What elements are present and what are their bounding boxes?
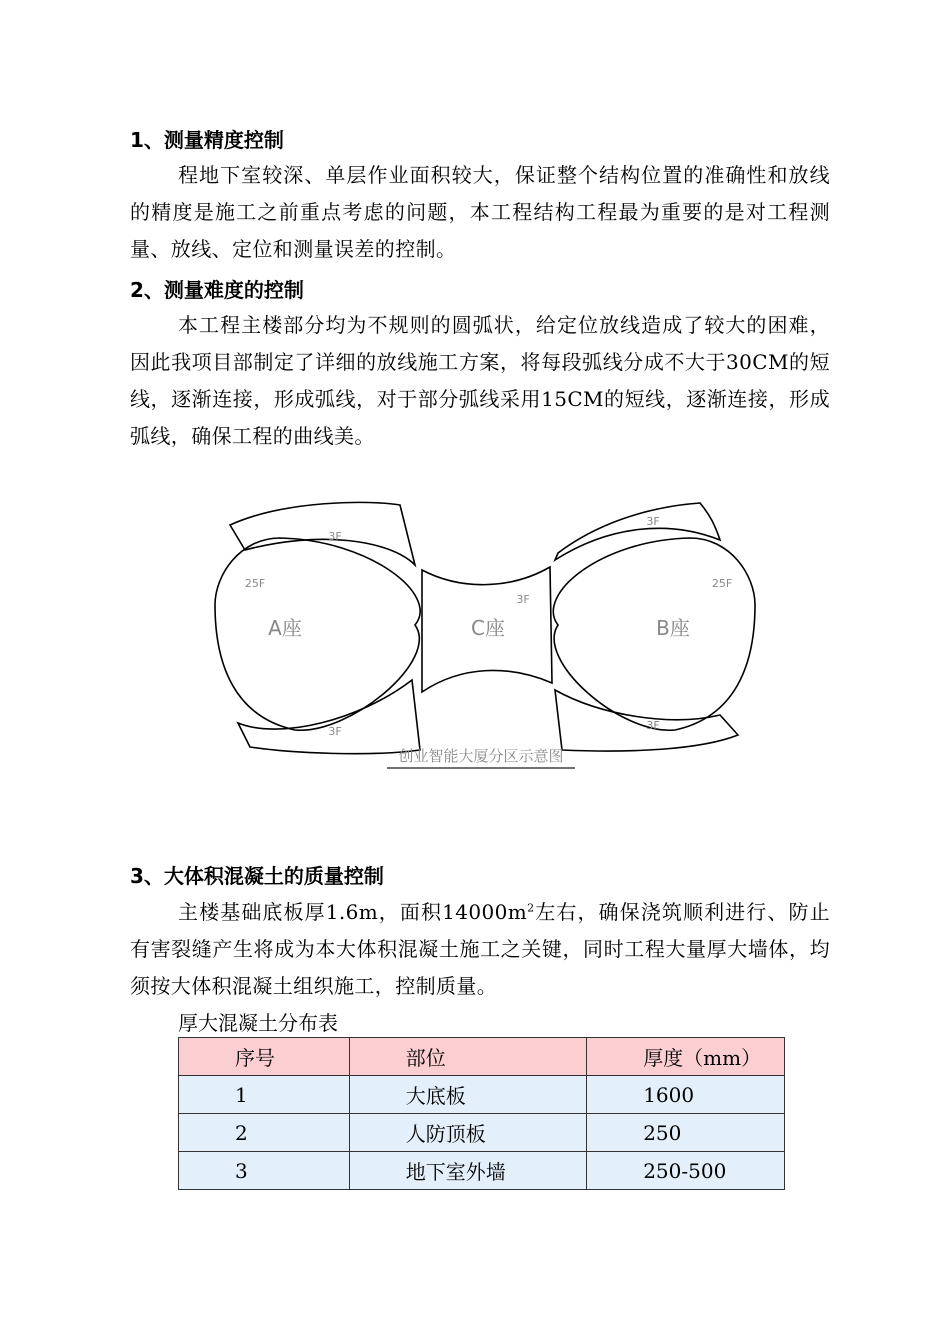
table-header-row [179, 1038, 785, 1076]
tower-b-floors: 25F [711, 577, 733, 590]
tower-a-label: A座 [268, 616, 302, 640]
section-2-paragraph: 本工程主楼部分均为不规则的圆弧状，给定位放线造成了较大的困难，因此我项目部制定了详细的放线施工方案，将每段弧线分成不大于30CM的短线，逐渐连接，形成弧线，对于部分弧线采用15CM的短线，逐渐连接，形成弧线，确保工程的曲线美。 [130, 313, 830, 448]
section-3-superscript: 2 [527, 901, 535, 915]
cell-location: 人防顶板 [349, 1114, 586, 1152]
cell-index: 1 [179, 1076, 350, 1114]
table-row [179, 1114, 785, 1152]
tower-a-outline [215, 538, 420, 730]
table-row [179, 1152, 785, 1190]
tower-b-outline [553, 538, 755, 730]
figure-caption: 创业智能大厦分区示意图 [398, 747, 564, 765]
section-2-heading: 2、测量难度的控制 [130, 278, 304, 302]
table-row [179, 1076, 785, 1114]
cell-index: 3 [179, 1152, 350, 1190]
cell-location: 地下室外墙 [349, 1152, 586, 1190]
tower-a-floors: 25F [244, 577, 266, 590]
building-zoning-diagram [200, 495, 760, 785]
header-location: 部位 [349, 1038, 586, 1076]
cell-thickness: 250-500 [587, 1152, 785, 1190]
podium-a-upper-floors: 3F [328, 530, 342, 543]
tower-b-upper-podium [555, 503, 720, 560]
tower-a-upper-podium [230, 502, 415, 565]
section-3-paragraph [130, 894, 830, 1005]
section-1-paragraph: 程地下室较深、单层作业面积较大，保证整个结构位置的准确性和放线的精度是施工之前重点考虑的问题，本工程结构工程最为重要的是对工程测量、放线、定位和测量误差的控制。 [130, 163, 830, 261]
tower-c-label: C座 [471, 616, 505, 640]
section-3-text-post: 左右，确保浇筑顺利进行、防止有害裂缝产生将成为本大体积混凝土施工之关键，同时工程大量厚大墙体，均须按大体积混凝土组织施工，控制质量。 [130, 900, 831, 998]
cell-index: 2 [179, 1114, 350, 1152]
section-3-heading: 3、大体积混凝土的质量控制 [130, 864, 384, 888]
cell-location: 大底板 [349, 1076, 586, 1114]
tower-b-label: B座 [656, 616, 690, 640]
header-thickness: 厚度（mm） [587, 1038, 785, 1076]
header-index: 序号 [179, 1038, 350, 1076]
tower-c-floors: 3F [516, 593, 530, 606]
cell-thickness: 1600 [587, 1076, 785, 1114]
cell-thickness: 250 [587, 1114, 785, 1152]
section-3-text-pre: 主楼基础底板厚1.6m，面积14000m [178, 900, 528, 924]
podium-b-upper-floors: 3F [646, 515, 660, 528]
tower-a-lower-podium [238, 680, 420, 754]
table-caption: 厚大混凝土分布表 [178, 1011, 338, 1035]
podium-b-lower-floors: 3F [646, 719, 660, 732]
section-1-heading: 1、测量精度控制 [130, 128, 284, 152]
podium-a-lower-floors: 3F [328, 725, 342, 738]
concrete-distribution-table [178, 1037, 785, 1190]
